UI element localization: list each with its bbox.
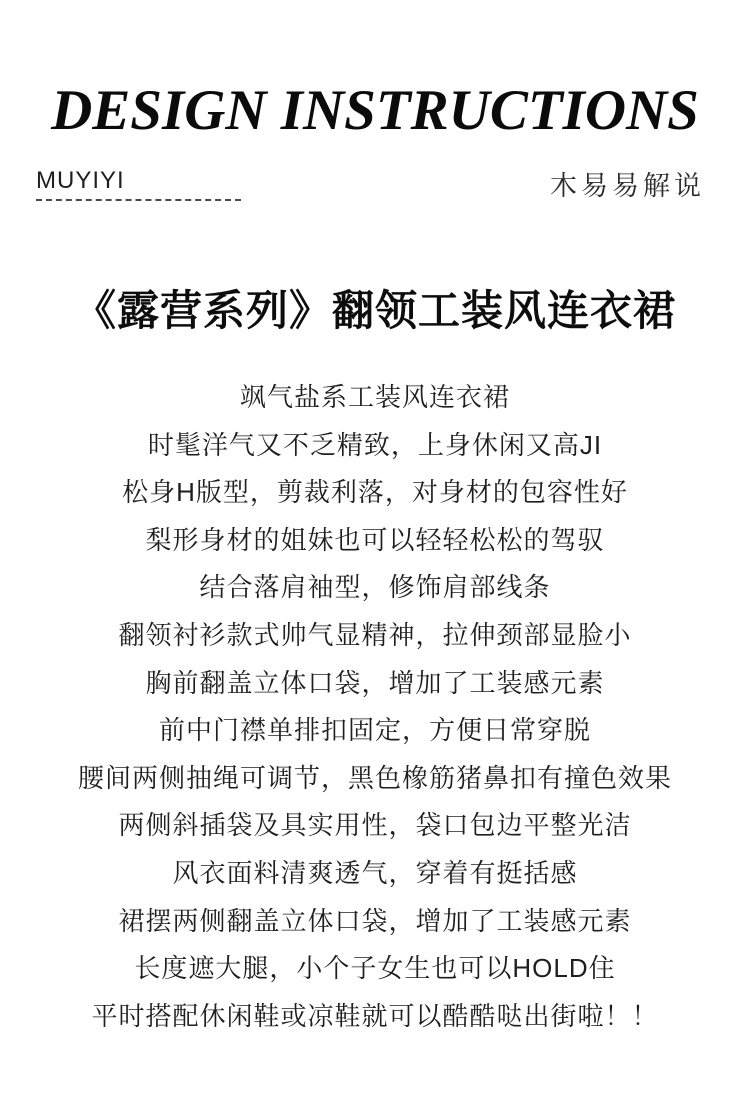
brand-block <box>36 168 241 201</box>
description-line: 梨形身材的姐妹也可以轻轻松松的驾驭 <box>145 524 605 555</box>
description-line: 胸前翻盖立体口袋，增加了工装感元素 <box>145 667 605 698</box>
dashed-divider <box>36 199 241 201</box>
brand-name: MUYIYI <box>36 167 125 194</box>
description-line: 时髦洋气又不乏精致，上身休闲又高JI <box>147 429 603 460</box>
description-line: 翻领衬衫款式帅气显精神，拉伸颈部显脸小 <box>118 619 632 650</box>
description-line: 前中门襟单排扣固定，方便日常穿脱 <box>158 715 591 746</box>
page-title: DESIGN INSTRUCTIONS <box>51 79 699 142</box>
description-line: 风衣面料清爽透气，穿着有挺括感 <box>172 857 578 888</box>
description-line: 裙摆两侧翻盖立体口袋，增加了工装感元素 <box>118 905 632 936</box>
product-heading: 《露营系列》翻领工装风连衣裙 <box>73 287 676 334</box>
description-line: 飒气盐系工装风连衣裙 <box>239 382 510 412</box>
description-line: 松身H版型，剪裁利落，对身材的包容性好 <box>122 477 628 508</box>
description-line: 平时搭配休闲鞋或凉鞋就可以酷酷哒出街啦！！ <box>91 1000 659 1031</box>
description-line: 腰间两侧抽绳可调节，黑色橡筋猪鼻扣有撞色效果 <box>77 762 672 793</box>
description-line: 长度遮大腿，小个子女生也可以HOLD住 <box>134 953 616 984</box>
brand-row <box>36 168 705 202</box>
description-line: 结合落肩袖型，修饰肩部线条 <box>199 572 551 603</box>
description-line: 两侧斜插袋及具实用性，袋口包边平整光洁 <box>118 810 632 841</box>
channel-name: 木易易解说 <box>550 171 705 201</box>
product-description <box>0 374 750 1040</box>
